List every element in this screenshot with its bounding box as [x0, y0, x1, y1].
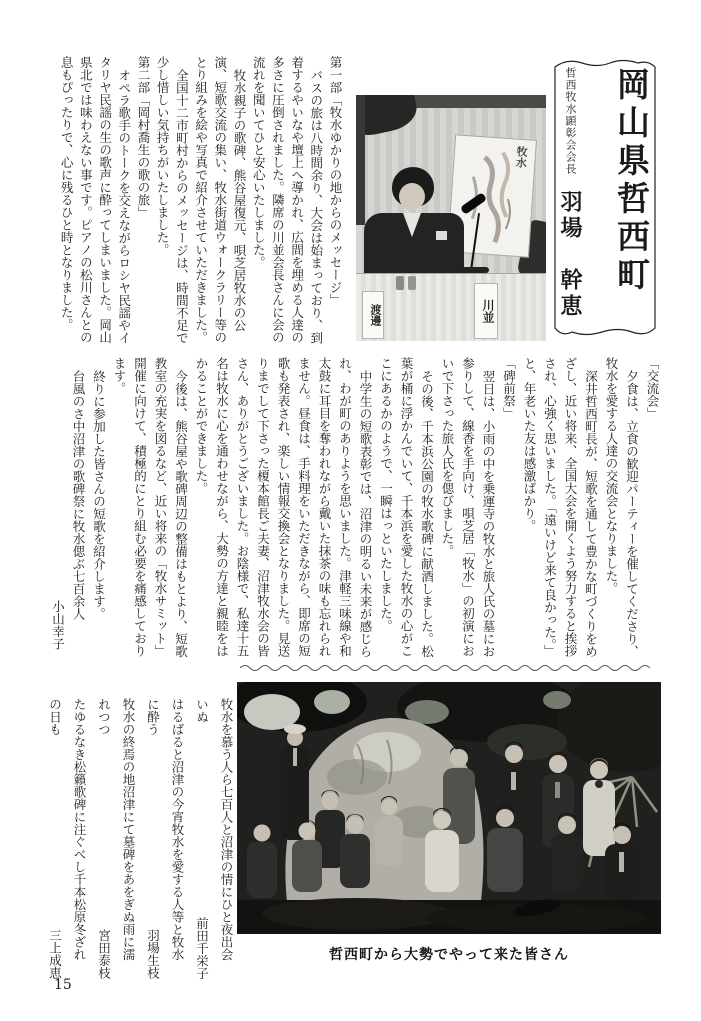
- group-photo-scene: [237, 682, 661, 934]
- part1-heading: 第一部「牧水ゆかりの地からのメッセージ」: [328, 56, 343, 306]
- tanka-author: 羽場生枝: [145, 929, 161, 979]
- tanka-line: に酔う: [145, 698, 161, 736]
- hizensai-heading: 「碑前祭」: [501, 357, 517, 420]
- paragraph: 中学生の短歌表彰では、沼津の明るい未来が感じられ、わが町のありようを思いました。津軽三味線や和太鼓に耳目を奪われながら戴いた抹茶の味も忘れられません。昼食は、手料理をいただきながら、即席の短歌も発表され、楽しい情報交換会となりました。見送りまでして下さった榎本館長ご夫妻、沼津牧水会の皆さん、ありがとうございました。お陰様で、私達十五名は牧水に心を通わせながら、大勢の方達と親睦をはかることができました。: [194, 357, 373, 657]
- kouryukai-heading: 「交流会」: [645, 357, 660, 420]
- tanka-author: 小山幸子: [50, 600, 66, 650]
- paragraph: 今後は、熊谷屋や歌碑周辺の整備はもとより、短歌教室の充実を図るなど、近い将来の「牧水サミット」開催に向けて、積極的にとり組む必要を痛感しております。: [112, 357, 189, 657]
- tanka-continuation: [91, 698, 116, 983]
- author-block: [547, 67, 593, 342]
- tanka-line: いぬ: [194, 698, 210, 723]
- nameplate-left: 渡邊: [362, 291, 384, 339]
- paragraph: 牧水親子の歌碑、熊谷屋復元、唄芝居牧水の公演、短歌交流の集い、牧水街道ウォークラリー等のとり組みを絵や写真で紹介させていただきました。: [193, 56, 247, 344]
- page-number: 15: [54, 977, 72, 993]
- paragraph: 深井哲西町長が、短歌を通して豊かな町づくりをめざし、近い将来、全国大会を開くよう努力すると挨拶され、心強く思いました。「遠いけど来て良かった。」と、年老いた友は感激ばかり。: [522, 357, 599, 657]
- paragraph: その後、千本浜公園の牧水歌碑に献酒しました。松葉が桶に浮かんでいて、千本浜を愛した牧水の心がここにあるかのようで、一瞬はっといたしました。: [378, 357, 435, 657]
- conference-table: [356, 273, 546, 341]
- nameplate-right: 川並: [474, 283, 498, 339]
- part2-heading: 第二部「岡村喬生の歌の旅」: [135, 56, 151, 219]
- paragraph: 全国十二市町村からのメッセージは、時間不足で少し惜しい気持ちがいたしました。: [155, 56, 190, 344]
- section-part1-text: [42, 56, 345, 348]
- glass-shape: [396, 276, 404, 290]
- paragraph: 翌日は、小雨の中を乗運寺の牧水と旅人氏の墓にお参りして、線香を手向け、唄芝居「牧水」の初演においで下さった旅人氏を偲びました。: [440, 357, 496, 657]
- tanka-poems: [40, 698, 238, 983]
- tanka-line: 台風のさ中沼津の歌碑祭に牧水偲ぶ七百余人: [71, 369, 86, 620]
- article-title: 岡山県哲西町: [612, 67, 651, 295]
- author-name: 羽場 幹恵: [557, 190, 583, 321]
- paragraph: オペラ歌手のトークを交えながらロシヤ民謡やイタリヤ民謡の生の歌声に酔ってしまいました。岡山県北では味わえない事です。ピアノの松川さんとの息もぴったりで、心に残るひと時となりました。: [59, 56, 132, 344]
- tanka-line: 牧水の終焉の地沼津にて墓碑をあをぎぬ雨に濡: [121, 698, 136, 961]
- wavy-divider: [240, 663, 660, 673]
- glass-shape: [408, 276, 416, 290]
- tanka-author: 宮田泰枝: [96, 929, 112, 979]
- poster-text: 牧水: [514, 145, 529, 169]
- tanka-line: の日も: [47, 698, 63, 736]
- speaker-name-tag: [436, 231, 447, 240]
- tanka-continuation: [189, 698, 214, 983]
- photo-caption: 哲西町から大勢でやって来た皆さん: [329, 947, 569, 963]
- tanka-line: 牧水を慕う人ら七百人と沼津の情にひと夜出会: [219, 698, 234, 961]
- tanka-line: たゆるなき松籟歌碑に注ぐべし千本松原冬ざれ: [72, 698, 87, 961]
- tanka-continuation: [42, 698, 67, 983]
- author-role: 哲西牧水顕彰会会長: [564, 67, 577, 175]
- tanka-author: 三上成恵: [47, 929, 63, 979]
- section-report-text: [40, 357, 662, 660]
- paragraph: 夕食は、立食の歓迎パーティーを催してくださり、牧水を愛する人達の交流会となりました。: [604, 357, 640, 657]
- group-photo: [237, 682, 661, 934]
- paragraph: バスの旅は八時間余り、大会は始まっており、到着するやいなや壇上へ導かれ、広間を埋める人達の多さに圧倒されました。隣席の川並会長さんに会の流れを聞いてひと安心いたしました。: [251, 56, 324, 344]
- paragraph: 終りに参加した皆さんの短歌を紹介します。: [91, 369, 107, 620]
- conference-photo: [356, 95, 546, 341]
- article-title-box: [549, 53, 661, 342]
- photo-left-edge: [356, 95, 365, 225]
- tanka-author: 前田千栄子: [194, 916, 210, 979]
- tanka-line: はるばると沼津の今宵牧水を愛する人等と牧水: [170, 698, 185, 961]
- tanka-continuation: [140, 698, 165, 983]
- tanka-line: れつつ: [96, 698, 112, 736]
- speaker-face: [399, 183, 425, 210]
- photo-dark-corner: [356, 95, 420, 140]
